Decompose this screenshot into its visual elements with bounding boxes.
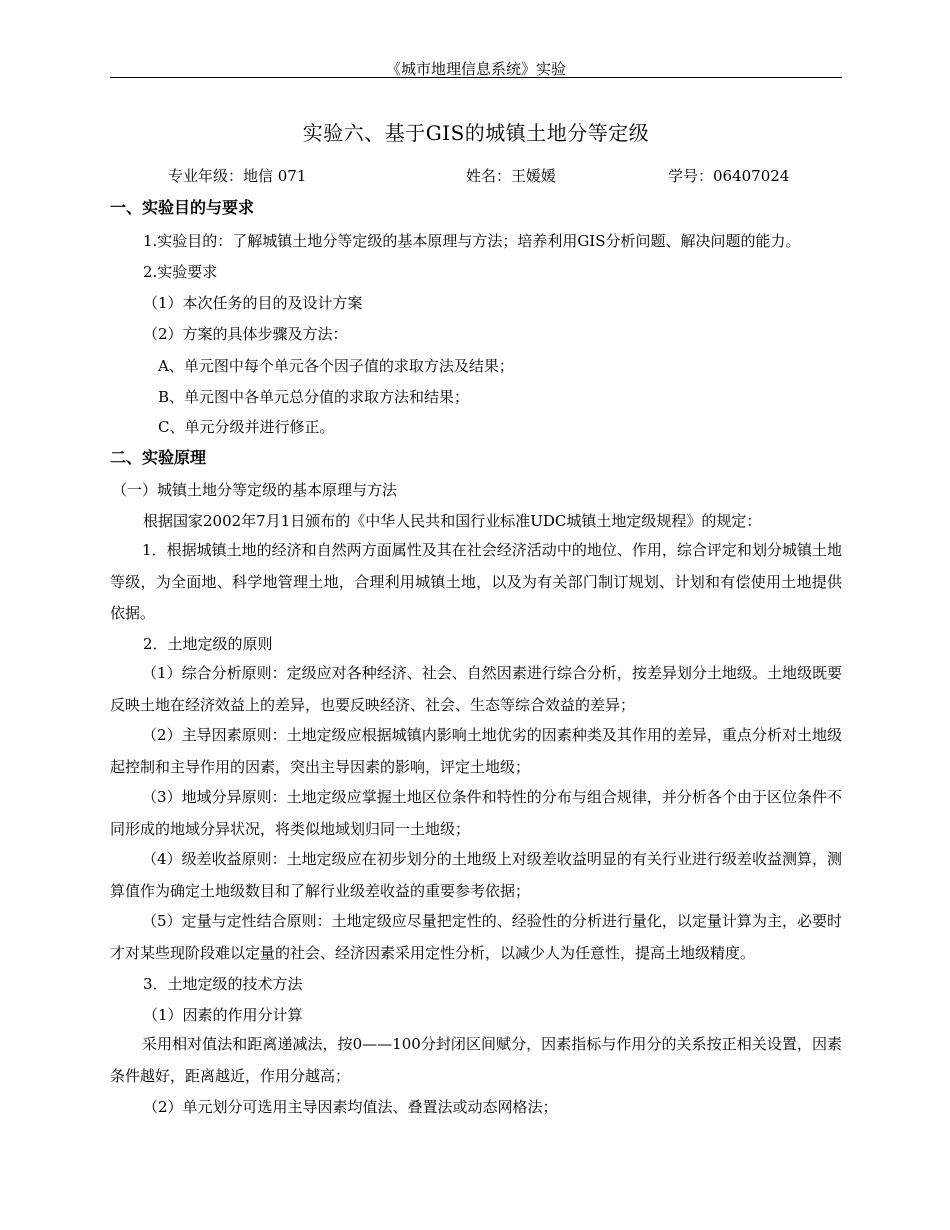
principles-title: 2．土地定级的原则: [143, 635, 273, 653]
step-c: C、单元分级并进行修正。: [158, 418, 335, 436]
section-2-heading: 二、实验原理: [110, 448, 207, 467]
running-header: 《城市地理信息系统》实验: [385, 60, 566, 78]
method-1-text: 采用相对值法和距离递减法，按0——100分封闭区间赋分，因素指标与作用分的关系按正相关设置，因素条件越好，距离越近，作用分越高；: [110, 1035, 842, 1085]
requirement-1: （1）本次任务的目的及设计方案: [143, 294, 363, 312]
major-year: 专业年级：地信 071: [168, 167, 307, 185]
method-2-text: （2）单元划分可选用主导因素均值法、叠置法或动态网格法；: [143, 1098, 558, 1116]
methods-title: 3．土地定级的技术方法: [143, 975, 303, 993]
step-a: A、单元图中每个单元各个因子值的求取方法及结果；: [158, 357, 514, 375]
intro-paragraph: 根据国家2002年7月1日颁布的《中华人民共和国行业标准UDC城镇土地定级规程》的规定：: [143, 512, 762, 530]
student-name: 姓名：王媛媛: [466, 167, 557, 185]
principle-4: （4）级差收益原则：土地定级应在初步划分的土地级上对级差收益明显的有关行业进行级差收益测算，测算值作为确定土地级数目和了解行业级差收益的重要参考依据；: [110, 850, 842, 900]
document-title: 实验六、基于GIS的城镇土地分等定级: [302, 121, 650, 145]
step-b: B、单元图中各单元总分值的求取方法和结果；: [158, 388, 470, 406]
requirement-2: （2）方案的具体步骤及方法：: [143, 325, 348, 343]
paragraph-1: 1．根据城镇土地的经济和自然两方面属性及其在社会经济活动中的地位、作用，综合评定和划分城镇土地等级，为全面地、科学地管理土地，合理利用城镇土地，以及为有关部门制订规划、计划和有偿使用土地提供依据。: [110, 541, 842, 622]
subsection-1-title: （一）城镇土地分等定级的基本原理与方法: [112, 481, 398, 499]
requirements-title: 2.实验要求: [143, 263, 218, 281]
principle-1: （1）综合分析原则：定级应对各种经济、社会、自然因素进行综合分析，按差异划分土地级。土地级既要反映土地在经济效益上的差异，也要反映经济、社会、生态等综合效益的差异；: [110, 664, 842, 714]
purpose-text: 1.实验目的：了解城镇土地分等定级的基本原理与方法；培养利用GIS分析问题、解决问题的能力。: [143, 232, 801, 250]
section-1-heading: 一、实验目的与要求: [110, 198, 255, 217]
student-id: 学号：06407024: [668, 167, 790, 185]
principle-5: （5）定量与定性结合原则：土地定级应尽量把定性的、经验性的分析进行量化，以定量计算为主，必要时才对某些现阶段难以定量的社会、经济因素采用定性分析，以减少人为任意性，提高土地级精度。: [110, 912, 842, 962]
principle-3: （3）地域分异原则：土地定级应掌握土地区位条件和特性的分布与组合规律，并分析各个由于区位条件不同形成的地域分异状况，将类似地域划归同一土地级；: [110, 788, 842, 838]
principle-2: （2）主导因素原则：土地定级应根据城镇内影响土地优劣的因素种类及其作用的差异，重点分析对土地级起控制和主导作用的因素，突出主导因素的影响，评定土地级；: [110, 726, 842, 776]
header-divider: [110, 77, 842, 78]
method-1-title: （1）因素的作用分计算: [143, 1006, 303, 1024]
